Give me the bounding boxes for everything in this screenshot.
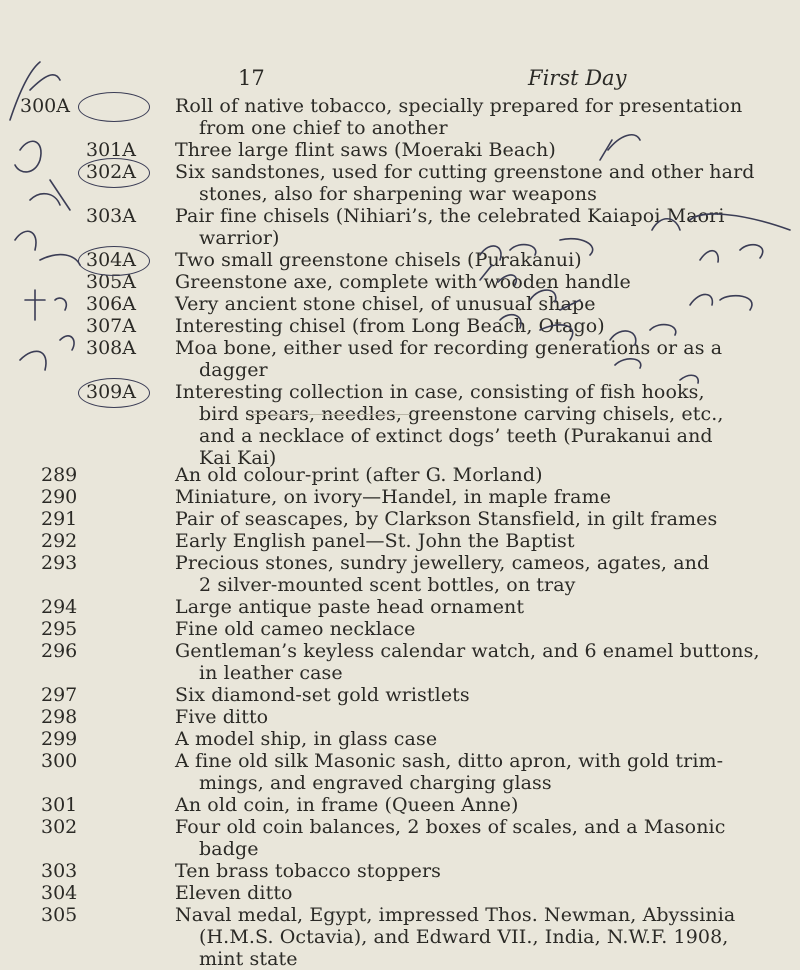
description-line: Interesting collection in case, consisting of fish hooks, bbox=[175, 381, 705, 403]
lot-description bbox=[175, 249, 787, 271]
description-line: Eleven ditto bbox=[175, 882, 293, 904]
description-line: Gentleman’s keyless calendar watch, and 6 enamel buttons, bbox=[175, 640, 760, 662]
lot-description bbox=[175, 596, 787, 618]
lot-number: 307A bbox=[86, 315, 136, 337]
lot-description bbox=[175, 205, 787, 249]
description-line: An old colour-print (after G. Morland) bbox=[175, 464, 543, 486]
lot-description bbox=[175, 271, 787, 293]
lot-number: 296 bbox=[41, 640, 78, 662]
lot-description bbox=[175, 315, 787, 337]
lot-number: 294 bbox=[41, 596, 78, 618]
lot-number: 290 bbox=[41, 486, 78, 508]
lot-description bbox=[175, 95, 787, 139]
lot-description bbox=[175, 750, 787, 794]
lot-number: 300A bbox=[20, 95, 70, 117]
description-line: A model ship, in glass case bbox=[175, 728, 438, 750]
running-title: First Day bbox=[528, 66, 627, 90]
lot-description bbox=[175, 706, 787, 728]
lot-number: 303A bbox=[86, 205, 136, 227]
description-line: A fine old silk Masonic sash, ditto apron, with gold trim- bbox=[175, 750, 724, 772]
lot-number: 289 bbox=[41, 464, 78, 486]
description-line: Ten brass tobacco stoppers bbox=[175, 860, 441, 882]
pencil-circle bbox=[78, 158, 150, 188]
description-line: dagger bbox=[199, 359, 268, 381]
lot-description bbox=[175, 618, 787, 640]
description-line: Three large flint saws (Moeraki Beach) bbox=[175, 139, 556, 161]
lot-description bbox=[175, 860, 787, 882]
lot-number: 305 bbox=[41, 904, 78, 926]
lot-description bbox=[175, 684, 787, 706]
description-line: and a necklace of extinct dogs’ teeth (Purakanui and bbox=[199, 425, 713, 447]
lot-number: 301 bbox=[41, 794, 78, 816]
lot-description bbox=[175, 904, 787, 970]
lot-description bbox=[175, 161, 787, 205]
description-line: Two small greenstone chisels (Purakanui) bbox=[175, 249, 582, 271]
description-line: (H.M.S. Octavia), and Edward VII., India, N.W.F. 1908, bbox=[199, 926, 729, 948]
description-line: Five ditto bbox=[175, 706, 269, 728]
lot-description bbox=[175, 530, 787, 552]
section-divider bbox=[250, 414, 410, 415]
lot-number: 306A bbox=[86, 293, 136, 315]
lot-description bbox=[175, 486, 787, 508]
lot-description bbox=[175, 728, 787, 750]
lot-number: 302A bbox=[86, 161, 136, 183]
lot-number: 304 bbox=[41, 882, 78, 904]
lot-description bbox=[175, 816, 787, 860]
description-line: bird spears, needles, greenstone carving chisels, etc., bbox=[199, 403, 724, 425]
description-line: Interesting chisel (from Long Beach, Otago) bbox=[175, 315, 605, 337]
lot-number: 309A bbox=[86, 381, 136, 403]
description-line: warrior) bbox=[199, 227, 280, 249]
description-line: Kai Kai) bbox=[199, 447, 277, 469]
lot-number: 305A bbox=[86, 271, 136, 293]
lot-number: 301A bbox=[86, 139, 136, 161]
description-line: badge bbox=[199, 838, 259, 860]
lot-description bbox=[175, 337, 787, 381]
description-line: Six sandstones, used for cutting greenstone and other hard bbox=[175, 161, 755, 183]
lot-number: 298 bbox=[41, 706, 78, 728]
description-line: Fine old cameo necklace bbox=[175, 618, 416, 640]
page-number: 17 bbox=[238, 66, 265, 90]
lot-description bbox=[175, 552, 787, 596]
pencil-circle bbox=[78, 378, 150, 408]
description-line: Pair fine chisels (Nihiari’s, the celebrated Kaiapoi Maori bbox=[175, 205, 725, 227]
description-line: in leather case bbox=[199, 662, 343, 684]
lot-number: 291 bbox=[41, 508, 78, 530]
lot-description bbox=[175, 139, 787, 161]
lot-description bbox=[175, 381, 787, 469]
description-line: Six diamond-set gold wristlets bbox=[175, 684, 470, 706]
lot-number: 303 bbox=[41, 860, 78, 882]
lot-number: 304A bbox=[86, 249, 136, 271]
description-line: Precious stones, sundry jewellery, cameos, agates, and bbox=[175, 552, 710, 574]
lot-description bbox=[175, 640, 787, 684]
description-line: Four old coin balances, 2 boxes of scales, and a Masonic bbox=[175, 816, 726, 838]
lot-description bbox=[175, 293, 787, 315]
description-line: Naval medal, Egypt, impressed Thos. Newman, Abyssinia bbox=[175, 904, 736, 926]
lot-description bbox=[175, 508, 787, 530]
pencil-circle bbox=[78, 92, 150, 122]
lot-description bbox=[175, 464, 787, 486]
lot-number: 295 bbox=[41, 618, 78, 640]
description-line: Large antique paste head ornament bbox=[175, 596, 525, 618]
description-line: mings, and engraved charging glass bbox=[199, 772, 552, 794]
description-line: An old coin, in frame (Queen Anne) bbox=[175, 794, 519, 816]
description-line: Moa bone, either used for recording generations or as a bbox=[175, 337, 723, 359]
lot-description bbox=[175, 882, 787, 904]
description-line: Roll of native tobacco, specially prepared for presentation bbox=[175, 95, 743, 117]
lot-number: 308A bbox=[86, 337, 136, 359]
lot-number: 293 bbox=[41, 552, 78, 574]
lot-number: 292 bbox=[41, 530, 78, 552]
lot-number: 300 bbox=[41, 750, 78, 772]
description-line: Miniature, on ivory—Handel, in maple frame bbox=[175, 486, 612, 508]
description-line: Greenstone axe, complete with wooden handle bbox=[175, 271, 631, 293]
lot-description bbox=[175, 794, 787, 816]
lot-number: 297 bbox=[41, 684, 78, 706]
description-line: Very ancient stone chisel, of unusual shape bbox=[175, 293, 596, 315]
description-line: stones, also for sharpening war weapons bbox=[199, 183, 597, 205]
description-line: Early English panel—St. John the Baptist bbox=[175, 530, 575, 552]
description-line: 2 silver-mounted scent bottles, on tray bbox=[199, 574, 576, 596]
description-line: Pair of seascapes, by Clarkson Stansfield, in gilt frames bbox=[175, 508, 718, 530]
pencil-circle bbox=[78, 246, 150, 276]
lot-number: 302 bbox=[41, 816, 78, 838]
description-line: from one chief to another bbox=[199, 117, 448, 139]
description-line: mint state bbox=[199, 948, 298, 970]
lot-number: 299 bbox=[41, 728, 78, 750]
